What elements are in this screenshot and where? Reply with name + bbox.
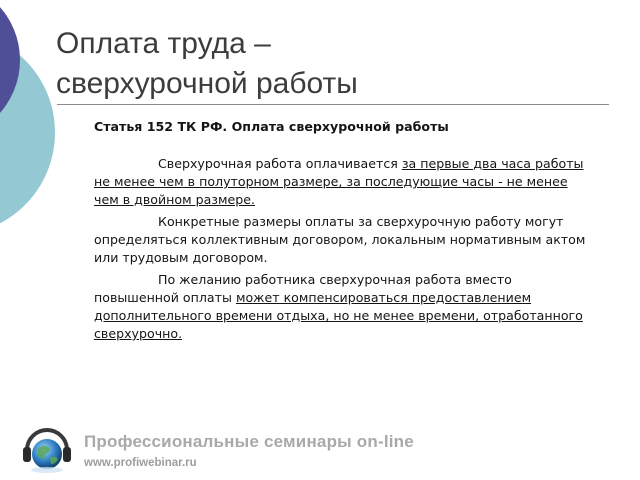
slide-title-line-1: Оплата труда – <box>56 27 271 60</box>
paragraph-2-text: Конкретные размеры оплаты за сверхурочную работу могут определяться коллективным договором, локальным нормативным актом или трудовым договором. <box>94 214 586 265</box>
footer-branding <box>0 420 640 480</box>
paragraph-3-text: По желанию работника сверхурочная работа вместо повышенной оплаты <box>94 272 512 305</box>
paragraph-3-underlined: может компенсироваться предоставлением дополнительного времени отдыха, но не менее времени, отработанного сверхурочно. <box>94 290 583 341</box>
paragraph-3 <box>94 271 594 343</box>
footer-url: www.profiwebinar.ru <box>84 457 197 469</box>
title-divider <box>57 104 609 105</box>
slide-title <box>56 24 358 104</box>
globe-headphones-icon <box>20 422 74 476</box>
article-heading: Статья 152 ТК РФ. Оплата сверхурочной работы <box>94 119 449 134</box>
paragraph-2 <box>94 213 594 267</box>
paragraph-1-underlined: за первые два часа работы не менее чем в полуторном размере, за последующие часы - не менее чем в двойном размере. <box>94 156 584 207</box>
footer-tagline: Профессиональные семинары on-line <box>84 432 414 451</box>
slide-title-line-2: сверхурочной работы <box>56 67 358 100</box>
paragraph-1-text: Сверхурочная работа оплачивается <box>158 156 402 171</box>
paragraph-1 <box>94 155 594 209</box>
slide-body <box>94 118 594 347</box>
